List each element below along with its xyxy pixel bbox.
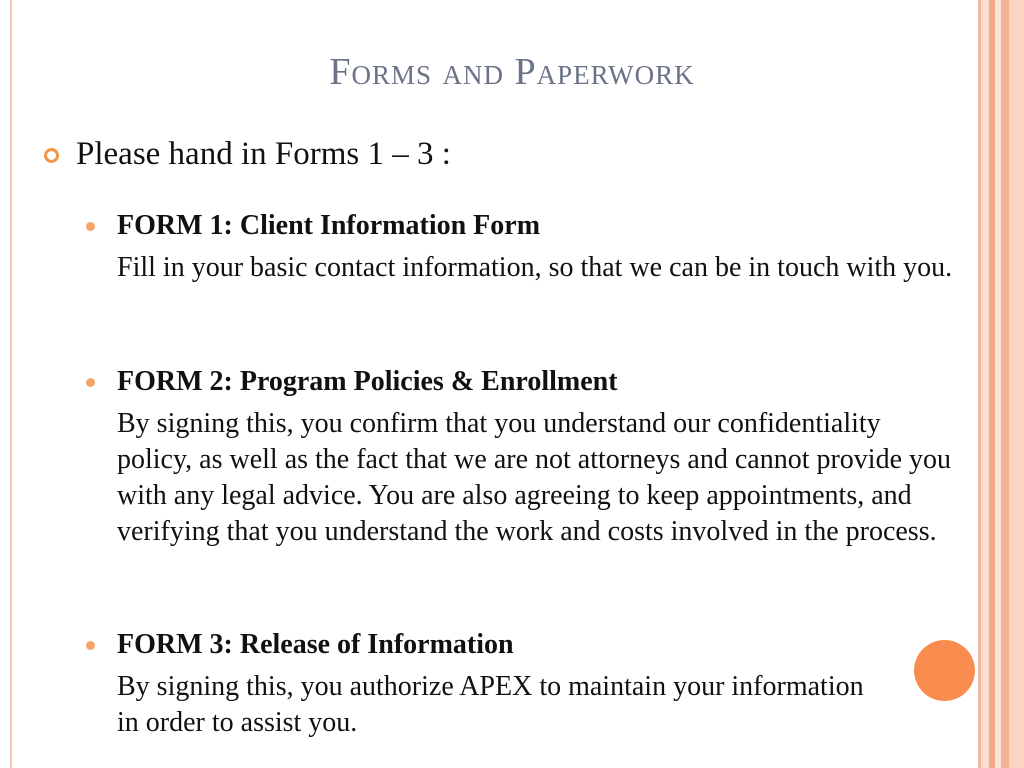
slide-title: Forms and Paperwork [329, 51, 695, 93]
intro-bullet [44, 136, 451, 173]
form-item-1 [86, 210, 966, 286]
right-stripe-decoration [978, 0, 1024, 768]
form-description: By signing this, you authorize APEX to maintain your information in order to assist you. [117, 671, 864, 738]
orange-circle-decoration [914, 640, 975, 701]
form-heading: FORM 3: Release of Information [117, 629, 514, 660]
dot-bullet-icon [86, 641, 95, 650]
dot-bullet-icon [86, 222, 95, 231]
form-heading: FORM 1: Client Information Form [117, 210, 541, 241]
form-heading: FORM 2: Program Policies & Enrollment [117, 366, 618, 397]
left-border-decoration [0, 0, 12, 768]
form-item-3 [86, 629, 966, 741]
dot-bullet-icon [86, 378, 95, 387]
form-description: Fill in your basic contact information, so that we can be in touch with you. [117, 252, 953, 283]
form-description: By signing this, you confirm that you understand our confidentiality policy, as well as the fact that we are not attorneys and cannot provide you with any legal advice. You are also agreeing to keep appointments, and verifying that you understand the work and costs involved in the process. [117, 408, 952, 547]
form-item-2 [86, 366, 966, 550]
ring-bullet-icon [44, 148, 59, 163]
intro-text: Please hand in Forms 1 – 3 : [76, 136, 451, 172]
